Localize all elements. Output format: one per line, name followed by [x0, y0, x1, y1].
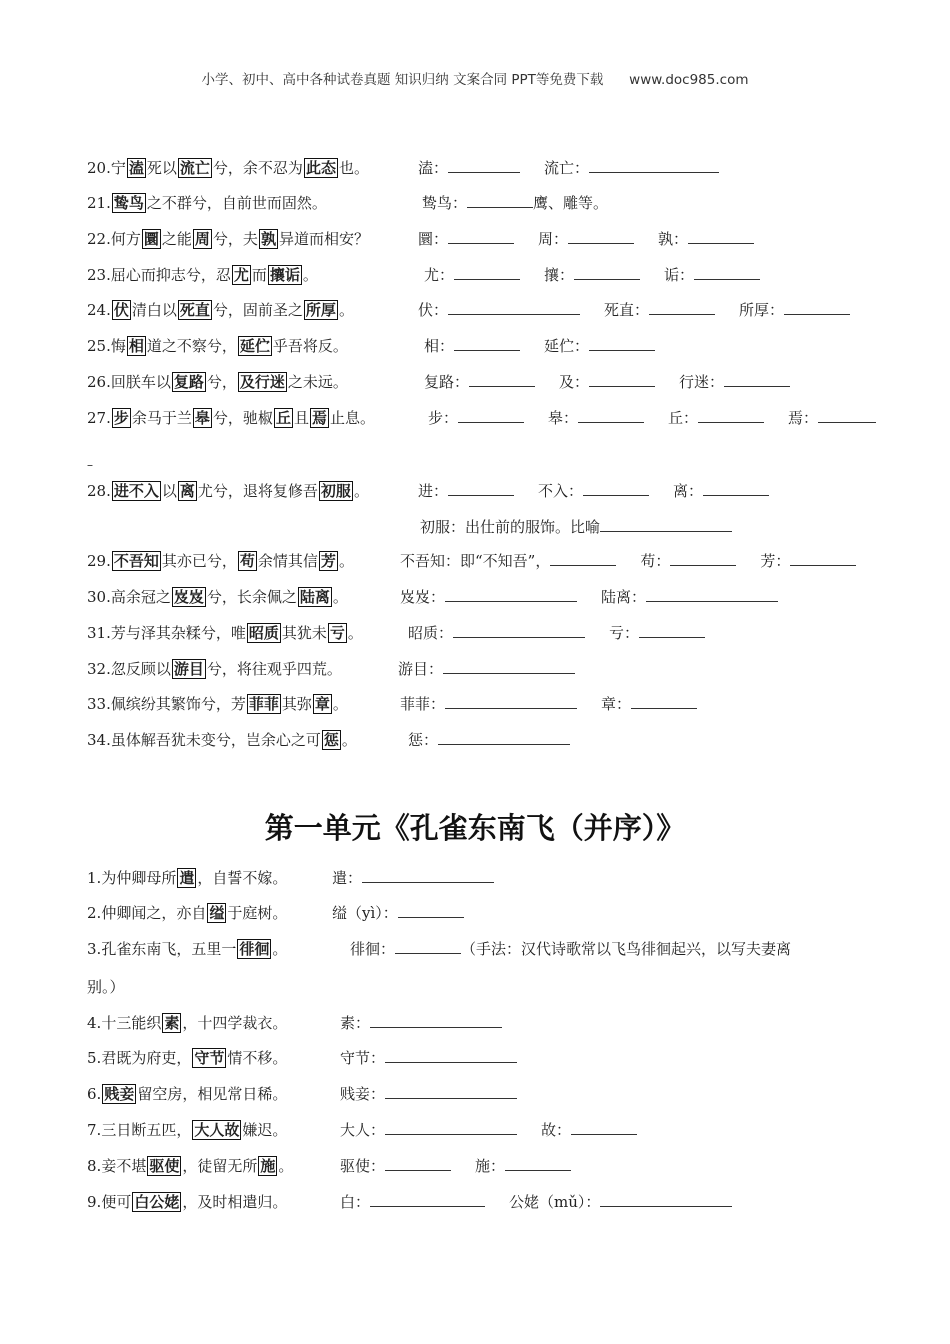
sentence-text: ，十四学裁衣。: [182, 1014, 288, 1032]
sentence-text: 且: [293, 409, 309, 427]
sentence-text: 其犹未: [281, 624, 327, 642]
boxed-keyword: 岌岌: [173, 588, 204, 606]
answer-group: [332, 868, 494, 888]
boxed-keyword: 惩: [323, 731, 339, 749]
sentence-text: 。: [332, 588, 348, 606]
answer-group: [340, 1156, 571, 1176]
answer-label: 伏：: [418, 301, 449, 319]
answer-group: [418, 158, 719, 178]
answer-blank[interactable]: [670, 551, 736, 566]
answer-group: [398, 659, 575, 679]
boxed-keyword: 焉: [311, 409, 327, 427]
sentence-text: 虽体解吾犹未变兮，岂余心之可: [110, 731, 321, 749]
sentence-text: 回朕车以: [110, 373, 171, 391]
answer-label: 公姥（mǔ）：: [509, 1193, 601, 1211]
question-number: 20.: [87, 159, 111, 177]
sentence-text: 。: [338, 552, 354, 570]
answer-label: 相：: [424, 337, 455, 355]
boxed-keyword: 素: [164, 1014, 180, 1032]
answer-blank[interactable]: [589, 336, 655, 351]
answer-label: 遣：: [332, 869, 363, 887]
answer-blank[interactable]: [445, 587, 577, 602]
answer-blank[interactable]: [438, 730, 570, 745]
answer-group: [350, 939, 791, 959]
boxed-keyword: 苟: [239, 552, 255, 570]
answer-label: 不入：: [538, 482, 584, 500]
boxed-keyword: 死直: [179, 301, 210, 319]
sentence-text: 其亦已兮，: [161, 552, 237, 570]
answer-blank[interactable]: [694, 265, 760, 280]
boxed-keyword: 攘诟: [269, 266, 300, 284]
sentence-text: 也。: [338, 159, 369, 177]
boxed-keyword: 溘: [128, 159, 144, 177]
answer-group: [340, 1048, 517, 1068]
answer-label: 周：: [538, 230, 569, 248]
boxed-keyword: 不吾知: [113, 552, 159, 570]
answer-blank[interactable]: [724, 372, 790, 387]
answer-label: 皋：: [548, 409, 579, 427]
answer-label: 死直：: [604, 301, 650, 319]
sentence-text: 兮，: [206, 373, 237, 391]
question-line: [87, 1048, 287, 1068]
answer-blank[interactable]: [385, 1120, 517, 1135]
sentence-text: 便可: [101, 1193, 132, 1211]
answer-label: 施：: [475, 1157, 506, 1175]
sentence-text: 之不群兮，自前世而固然。: [146, 194, 327, 212]
answer-blank[interactable]: [631, 694, 697, 709]
sentence-text: 为仲卿母所: [101, 869, 177, 887]
boxed-keyword: 昭质: [248, 624, 279, 642]
question-number: 32.: [87, 660, 111, 678]
answer-label: 游目：: [398, 660, 444, 678]
question-line: [87, 265, 318, 285]
question-number: 21.: [87, 194, 111, 212]
question-number: 23.: [87, 266, 111, 284]
question-line: [87, 1120, 287, 1140]
question-number: 4.: [87, 1014, 102, 1032]
answer-label: 流亡：: [544, 159, 590, 177]
sentence-text: 余情其信: [257, 552, 318, 570]
answer-blank[interactable]: [688, 229, 754, 244]
boxed-keyword: 尤: [233, 266, 249, 284]
boxed-keyword: 流亡: [179, 159, 210, 177]
boxed-keyword: 离: [179, 482, 195, 500]
answer-label: 行迷：: [679, 373, 725, 391]
answer-blank[interactable]: [550, 551, 616, 566]
sentence-text: 兮，固前圣之: [212, 301, 303, 319]
answer-group: [340, 1192, 732, 1212]
answer-blank[interactable]: [649, 300, 715, 315]
answer-label: 孰：: [658, 230, 689, 248]
sentence-text: ，及时相遣归。: [182, 1193, 288, 1211]
question-line: [87, 336, 348, 356]
boxed-keyword: 贱妾: [104, 1085, 135, 1103]
answer-blank[interactable]: [453, 623, 585, 638]
answer-blank[interactable]: [469, 372, 535, 387]
boxed-keyword: 缢: [209, 904, 225, 922]
answer-blank[interactable]: [454, 265, 520, 280]
item-3-continuation: 别。）: [87, 978, 125, 996]
stray-dash: –: [87, 458, 93, 472]
answer-blank[interactable]: [398, 903, 464, 918]
question-line: [87, 193, 327, 213]
answer-blank[interactable]: [583, 481, 649, 496]
page-header: 小学、初中、高中各种试卷真题 知识归纳 文案合同 PPT等免费下载 www.doc985.com: [201, 72, 749, 88]
boxed-keyword: 游目: [173, 660, 204, 678]
answer-group: [424, 372, 790, 392]
question-number: 29.: [87, 552, 111, 570]
answer-blank[interactable]: [395, 939, 461, 954]
answer-blank[interactable]: [600, 517, 732, 532]
answer-hint: （手法：汉代诗歌常以飞鸟徘徊起兴，以写夫妻离: [461, 940, 792, 958]
boxed-keyword: 延伫: [239, 337, 270, 355]
answer-group: [418, 481, 769, 501]
answer-blank[interactable]: [505, 1156, 571, 1171]
question-line: [87, 1084, 287, 1104]
answer-label: 故：: [541, 1121, 572, 1139]
sentence-text: 之未远。: [287, 373, 348, 391]
boxed-keyword: 白公姥: [134, 1193, 180, 1211]
answer-label: 陆离：: [601, 588, 647, 606]
answer-blank[interactable]: [370, 1192, 485, 1207]
sentence-text: 而: [251, 266, 267, 284]
question-line: [87, 730, 357, 750]
question-line: [87, 481, 369, 501]
question-line: [87, 158, 369, 178]
boxed-keyword: 大人故: [194, 1121, 240, 1139]
question-line: [87, 623, 363, 643]
item-28-note: [420, 517, 732, 537]
answer-label: 离：: [673, 482, 704, 500]
answer-label: 驱使：: [340, 1157, 386, 1175]
sentence-text: 高余冠之: [110, 588, 171, 606]
boxed-keyword: 亏: [329, 624, 345, 642]
sentence-text: 异道而相安？: [278, 230, 369, 248]
sentence-text: 芳与泽其杂糅兮，唯: [110, 624, 246, 642]
answer-blank[interactable]: [370, 1013, 502, 1028]
answer-blank[interactable]: [639, 623, 705, 638]
answer-label: 贱妾：: [340, 1085, 386, 1103]
question-number: 5.: [87, 1049, 102, 1067]
boxed-keyword: 孰: [260, 230, 276, 248]
sentence-text: 之能: [161, 230, 192, 248]
answer-blank[interactable]: [385, 1156, 451, 1171]
sentence-text: ，徒留无所: [182, 1157, 258, 1175]
boxed-keyword: 步: [113, 409, 129, 427]
sentence-text: 。: [353, 482, 369, 500]
sentence-text: 以: [161, 482, 177, 500]
boxed-keyword: 施: [260, 1157, 276, 1175]
sentence-text: 。: [302, 266, 318, 284]
sentence-text: 兮，长余佩之: [206, 588, 297, 606]
answer-group: [400, 551, 856, 571]
boxed-keyword: 复路: [173, 373, 204, 391]
answer-blank[interactable]: [448, 481, 514, 496]
answer-label: 圜：: [418, 230, 449, 248]
answer-blank[interactable]: [385, 1048, 517, 1063]
question-line: [87, 587, 348, 607]
answer-blank[interactable]: [589, 372, 655, 387]
question-line: [87, 551, 354, 571]
sentence-text: 何方: [110, 230, 141, 248]
boxed-keyword: 驱使: [149, 1157, 180, 1175]
answer-label: 所厚：: [739, 301, 785, 319]
question-number: 24.: [87, 301, 111, 319]
answer-label: 丘：: [668, 409, 699, 427]
answer-blank[interactable]: [448, 229, 514, 244]
sentence-text: 。: [338, 301, 354, 319]
question-line: [87, 1013, 287, 1033]
answer-hint: 鹰、雕等。: [533, 194, 609, 212]
answer-label: 步：: [428, 409, 459, 427]
sentence-text: 忽反顾以: [110, 660, 171, 678]
question-line: [87, 1192, 287, 1212]
question-line: [87, 659, 342, 679]
answer-label: 苟：: [640, 552, 671, 570]
boxed-keyword: 及行迷: [239, 373, 285, 391]
sentence-text: 仲卿闻之，亦自: [101, 904, 207, 922]
answer-label: 惩：: [408, 731, 439, 749]
answer-blank[interactable]: [362, 868, 494, 883]
note-text: 初服：出仕前的服饰。比喻: [420, 518, 601, 536]
answer-label: 守节：: [340, 1049, 386, 1067]
sentence-text: 。: [332, 695, 348, 713]
answer-label: 尤：: [424, 266, 455, 284]
answer-blank[interactable]: [445, 694, 577, 709]
answer-blank[interactable]: [790, 551, 856, 566]
sentence-text: 兮，余不忍为: [212, 159, 303, 177]
answer-label: 芳：: [760, 552, 791, 570]
answer-group: [418, 300, 850, 320]
boxed-keyword: 鸷鸟: [113, 194, 144, 212]
sentence-text: 其弥: [281, 695, 312, 713]
answer-group: [424, 265, 760, 285]
question-line: [87, 408, 375, 428]
question-line: [87, 939, 287, 959]
answer-group: [340, 1013, 502, 1033]
boxed-keyword: 初服: [320, 482, 351, 500]
answer-group: [400, 694, 697, 714]
answer-label: 复路：: [424, 373, 470, 391]
answer-blank[interactable]: [448, 158, 520, 173]
answer-label: 鸷鸟：: [422, 194, 468, 212]
sentence-text: 。: [341, 731, 357, 749]
answer-blank[interactable]: [568, 229, 634, 244]
boxed-keyword: 芳: [320, 552, 336, 570]
answer-blank[interactable]: [600, 1192, 732, 1207]
question-line: [87, 1156, 293, 1176]
sentence-text: 妾不堪: [101, 1157, 147, 1175]
answer-group: [422, 193, 608, 213]
answer-blank[interactable]: [467, 193, 533, 208]
answer-label: 素：: [340, 1014, 371, 1032]
answer-label: 昭质：: [408, 624, 454, 642]
answer-group: [428, 408, 876, 428]
answer-blank[interactable]: [574, 265, 640, 280]
question-number: 3.: [87, 940, 102, 958]
answer-blank[interactable]: [454, 336, 520, 351]
answer-label: 亏：: [609, 624, 640, 642]
sentence-text: 。: [278, 1157, 294, 1175]
boxed-keyword: 陆离: [299, 588, 330, 606]
question-number: 27.: [87, 409, 111, 427]
boxed-keyword: 皋: [194, 409, 210, 427]
question-number: 25.: [87, 337, 111, 355]
sentence-text: 乎吾将反。: [272, 337, 348, 355]
answer-blank[interactable]: [589, 158, 719, 173]
sentence-text: 兮，将往观乎四荒。: [206, 660, 342, 678]
answer-blank[interactable]: [818, 408, 876, 423]
sentence-text: 宁: [110, 159, 126, 177]
question-number: 9.: [87, 1193, 102, 1211]
question-line: [87, 903, 287, 923]
answer-blank[interactable]: [703, 481, 769, 496]
question-number: 6.: [87, 1085, 102, 1103]
sentence-text: 悔: [110, 337, 126, 355]
question-number: 8.: [87, 1157, 102, 1175]
answer-blank[interactable]: [443, 659, 575, 674]
question-line: [87, 300, 354, 320]
sentence-text: 兮，驰椒: [212, 409, 273, 427]
answer-group: [424, 336, 655, 356]
answer-label: 及：: [559, 373, 590, 391]
question-number: 33.: [87, 695, 111, 713]
question-number: 30.: [87, 588, 111, 606]
sentence-text: 止息。: [329, 409, 375, 427]
answer-group: [408, 730, 570, 750]
sentence-text: 尤兮，退将复修吾: [197, 482, 318, 500]
question-line: [87, 868, 287, 888]
sentence-text: 清白以: [131, 301, 177, 319]
boxed-keyword: 进不入: [113, 482, 159, 500]
boxed-keyword: 守节: [194, 1049, 225, 1067]
answer-blank[interactable]: [448, 300, 580, 315]
sentence-text: 余马于兰: [131, 409, 192, 427]
boxed-keyword: 章: [314, 695, 330, 713]
sentence-text: 情不移。: [227, 1049, 288, 1067]
answer-group: [340, 1120, 637, 1140]
answer-blank[interactable]: [571, 1120, 637, 1135]
section-title: 第一单元《孔雀东南飞（并序）》: [264, 811, 686, 845]
answer-label: 岌岌：: [400, 588, 446, 606]
sentence-text: 君既为府吏，: [101, 1049, 192, 1067]
answer-blank[interactable]: [578, 408, 644, 423]
boxed-keyword: 徘徊: [239, 940, 270, 958]
boxed-keyword: 周: [194, 230, 210, 248]
answer-blank[interactable]: [784, 300, 850, 315]
answer-label: 不吾知：即“不知吾”，: [400, 552, 551, 570]
sentence-text: 道之不察兮，: [146, 337, 237, 355]
answer-label: 进：: [418, 482, 449, 500]
answer-group: [340, 1084, 517, 1104]
answer-blank[interactable]: [458, 408, 524, 423]
answer-group: [400, 587, 778, 607]
question-number: 26.: [87, 373, 111, 391]
question-line: [87, 694, 348, 714]
answer-label: 徘徊：: [350, 940, 396, 958]
answer-blank[interactable]: [646, 587, 778, 602]
answer-label: 诟：: [664, 266, 695, 284]
question-line: [87, 372, 348, 392]
question-number: 28.: [87, 482, 111, 500]
answer-label: 攘：: [544, 266, 575, 284]
answer-label: 延伫：: [544, 337, 590, 355]
question-number: 34.: [87, 731, 111, 749]
answer-label: 菲菲：: [400, 695, 446, 713]
boxed-keyword: 菲菲: [248, 695, 279, 713]
question-number: 2.: [87, 904, 102, 922]
answer-group: [418, 229, 754, 249]
boxed-keyword: 相: [128, 337, 144, 355]
boxed-keyword: 圜: [143, 230, 159, 248]
sentence-text: 于庭树。: [227, 904, 288, 922]
question-number: 7.: [87, 1121, 102, 1139]
boxed-keyword: 所厚: [305, 301, 336, 319]
answer-group: [332, 903, 464, 923]
answer-blank[interactable]: [698, 408, 764, 423]
answer-label: 大人：: [340, 1121, 386, 1139]
sentence-text: 十三能织: [101, 1014, 162, 1032]
sentence-text: 兮，夫: [212, 230, 258, 248]
sentence-text: 嫌迟。: [242, 1121, 288, 1139]
sentence-text: 留空房，相见常日稀。: [137, 1085, 288, 1103]
sentence-text: 三日断五匹，: [101, 1121, 192, 1139]
boxed-keyword: 遣: [179, 869, 195, 887]
boxed-keyword: 此态: [305, 159, 336, 177]
sentence-text: 。: [347, 624, 363, 642]
answer-label: 焉：: [788, 409, 819, 427]
answer-blank[interactable]: [385, 1084, 517, 1099]
sentence-text: 。: [272, 940, 288, 958]
answer-label: 白：: [340, 1193, 371, 1211]
question-number: 1.: [87, 869, 102, 887]
sentence-text: 佩缤纷其繁饰兮，芳: [110, 695, 246, 713]
answer-group: [408, 623, 705, 643]
sentence-text: ，自誓不嫁。: [197, 869, 288, 887]
question-line: [87, 229, 369, 249]
answer-label: 章：: [601, 695, 632, 713]
sentence-text: 屈心而抑志兮，忍: [110, 266, 231, 284]
answer-label: 溘：: [418, 159, 449, 177]
sentence-text: 孔雀东南飞，五里一: [101, 940, 237, 958]
question-number: 31.: [87, 624, 111, 642]
boxed-keyword: 伏: [113, 301, 129, 319]
sentence-text: 死以: [146, 159, 177, 177]
question-number: 22.: [87, 230, 111, 248]
answer-label: 缢（yì）：: [332, 904, 398, 922]
boxed-keyword: 丘: [275, 409, 291, 427]
